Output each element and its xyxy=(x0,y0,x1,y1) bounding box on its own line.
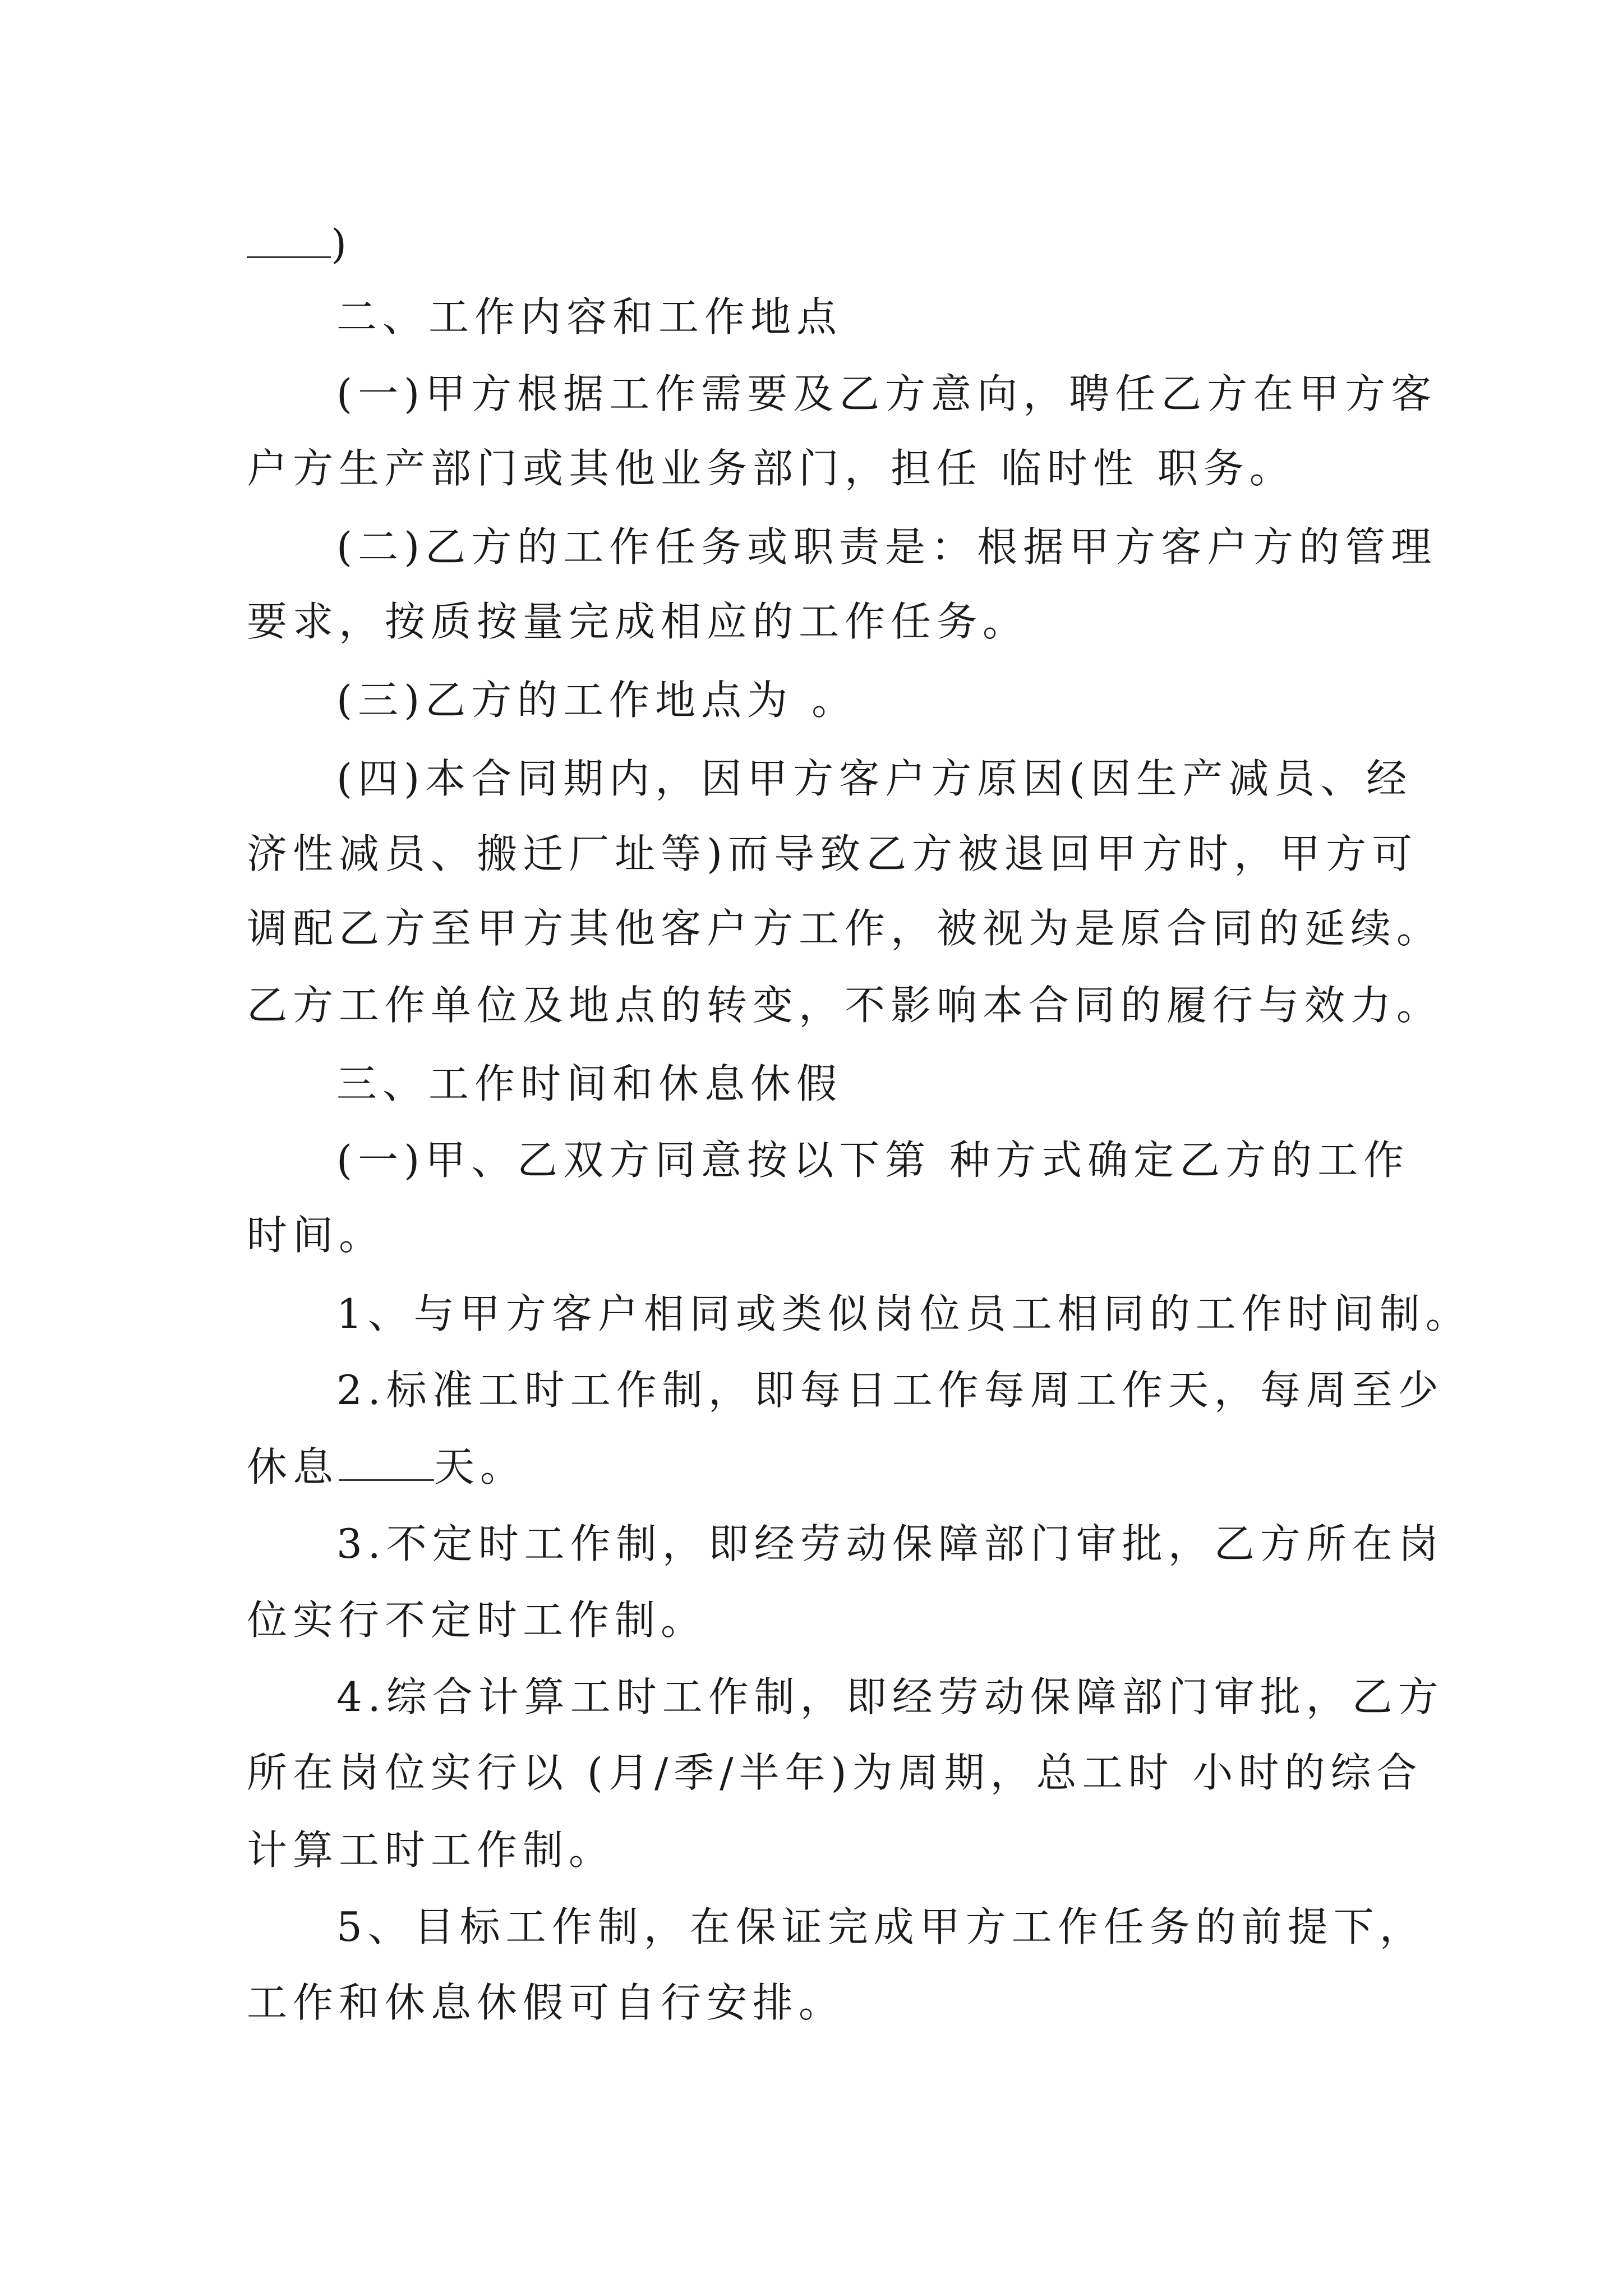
paragraph-line: 所在岗位实行以 (月/季/半年)为周期，总工时 小时的综合 xyxy=(247,1749,1423,1796)
paragraph-line: (三)乙方的工作地点为 。 xyxy=(336,677,858,724)
paragraph-line: 计算工时工作制。 xyxy=(247,1826,615,1874)
paragraph-line: (四)本合同期内，因甲方客户方原因(因生产减员、经 xyxy=(336,755,1413,802)
paragraph-line: 济性减员、搬迁厂址等)而导致乙方被退回甲方时，甲方可 xyxy=(247,830,1418,877)
list-item: 2.标准工时工作制，即每日工作每周工作天，每周至少 xyxy=(336,1366,1444,1414)
paragraph-line: (二)乙方的工作任务或职责是：根据甲方客户方的管理 xyxy=(336,523,1437,570)
paragraph-line: (一)甲方根据工作需要及乙方意向，聘任乙方在甲方客 xyxy=(336,370,1437,417)
paragraph-line: 要求，按质按量完成相应的工作任务。 xyxy=(247,598,1029,645)
paragraph-line: 调配乙方至甲方其他客户方工作，被视为是原合同的延续。 xyxy=(247,905,1443,952)
list-item: 5、目标工作制，在保证完成甲方工作任务的前提下， xyxy=(336,1903,1426,1950)
paragraph-line: 休息 天。 xyxy=(247,1439,526,1495)
paragraph-line: 工作和休息休假可自行安排。 xyxy=(247,1979,845,2026)
paragraph-line: 时间。 xyxy=(247,1212,385,1259)
list-item: 1、与甲方客户相同或类似岗位员工相同的工作时间制。 xyxy=(336,1290,1472,1337)
section-heading: 三、工作时间和休息休假 xyxy=(336,1060,843,1107)
list-item: 4.综合计算工时工作制，即经劳动保障部门审批，乙方 xyxy=(336,1673,1444,1720)
paragraph-line: 户方生产部门或其他业务部门，担任 临时性 职务。 xyxy=(247,445,1295,492)
paragraph-line: ) xyxy=(247,216,352,272)
fill-in-blank xyxy=(247,216,331,258)
fill-in-blank xyxy=(339,1439,434,1481)
paragraph-line: 乙方工作单位及地点的转变，不影响本合同的履行与效力。 xyxy=(247,982,1443,1029)
list-item: 3.不定时工作制，即经劳动保障部门审批，乙方所在岗 xyxy=(336,1520,1444,1567)
section-heading: 二、工作内容和工作地点 xyxy=(336,293,843,341)
paragraph-line: 位实行不定时工作制。 xyxy=(247,1596,707,1644)
paragraph-line: (一)甲、乙双方同意按以下第 种方式确定乙方的工作 xyxy=(336,1137,1410,1184)
